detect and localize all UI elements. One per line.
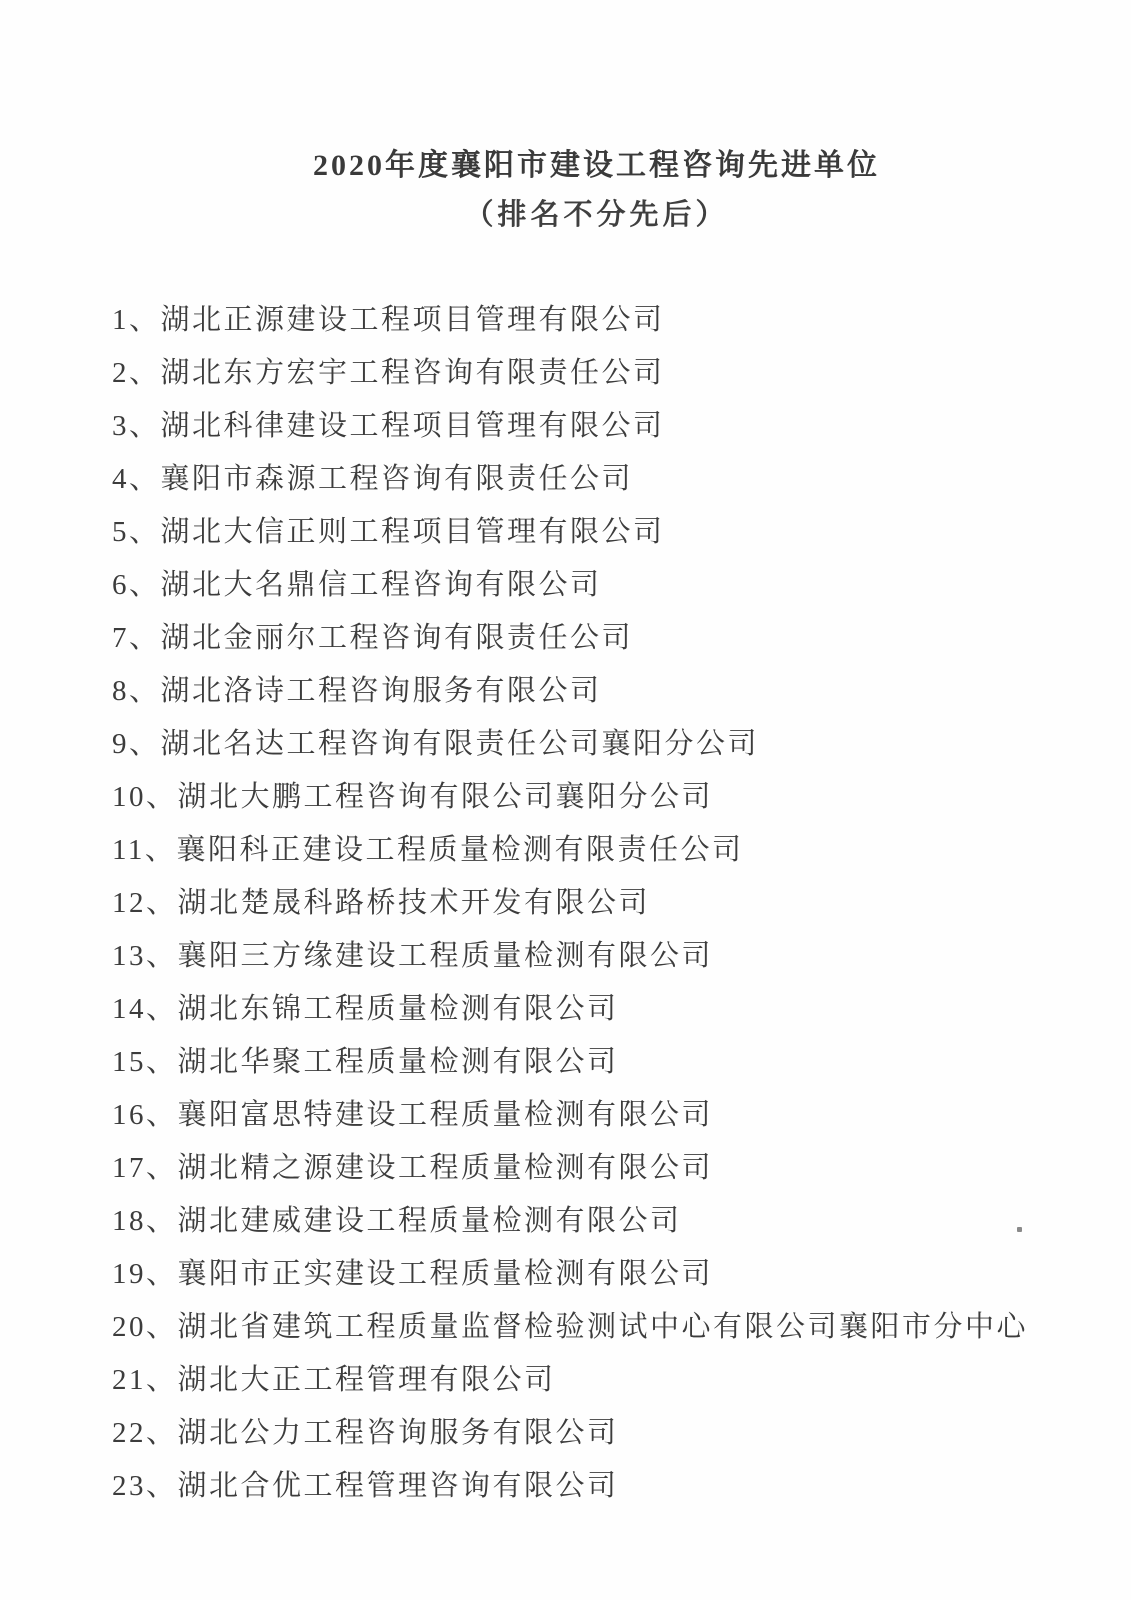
list-item [112,453,1091,506]
item-number: 4、 [112,463,161,495]
list-item [112,506,1091,559]
item-number: 20、 [112,1311,178,1343]
item-number: 6、 [112,569,161,601]
list-item [112,930,1091,983]
item-number: 23、 [112,1470,178,1502]
item-number: 21、 [112,1364,178,1396]
company-name: 襄阳科正建设工程质量检测有限责任公司 [176,834,744,866]
company-name: 湖北楚晟科路桥技术开发有限公司 [177,887,651,919]
scan-speck [1017,1227,1022,1232]
company-name: 湖北名达工程咨询有限责任公司襄阳分公司 [160,728,760,760]
list-item [112,612,1091,665]
list-item [112,877,1091,930]
list-item [112,1460,1091,1513]
company-name: 湖北公力工程咨询服务有限公司 [177,1417,619,1449]
list-item [112,1142,1091,1195]
item-number: 14、 [112,993,178,1025]
company-name: 襄阳三方缘建设工程质量检测有限公司 [177,940,714,972]
item-number: 8、 [112,675,161,707]
item-number: 1、 [112,304,161,336]
item-number: 18、 [112,1205,178,1237]
company-name: 湖北金丽尔工程咨询有限责任公司 [160,622,634,654]
list-item [112,1036,1091,1089]
company-list [112,294,1091,1513]
item-number: 17、 [112,1152,178,1184]
item-number: 5、 [112,516,161,548]
item-number: 19、 [112,1258,178,1290]
company-name: 湖北合优工程管理咨询有限公司 [177,1470,619,1502]
page-subtitle: （排名不分先后） [464,199,729,231]
company-name: 湖北正源建设工程项目管理有限公司 [160,304,665,336]
list-item [112,718,1091,771]
company-name: 襄阳富思特建设工程质量检测有限公司 [177,1099,714,1131]
company-name: 襄阳市森源工程咨询有限责任公司 [160,463,634,495]
company-name: 湖北精之源建设工程质量检测有限公司 [177,1152,714,1184]
company-name: 湖北省建筑工程质量监督检验测试中心有限公司襄阳市分中心 [177,1311,1029,1343]
item-number: 2、 [112,357,161,389]
page-title: 2020年度襄阳市建设工程咨询先进单位 [313,149,880,182]
list-item [112,1301,1091,1354]
company-name: 湖北建威建设工程质量检测有限公司 [177,1205,682,1237]
list-item [112,665,1091,718]
item-number: 13、 [112,940,178,972]
item-number: 12、 [112,887,178,919]
list-item [112,294,1091,347]
list-item [112,1248,1091,1301]
list-item [112,347,1091,400]
company-name: 湖北大正工程管理有限公司 [177,1364,556,1396]
company-name: 湖北东锦工程质量检测有限公司 [177,993,619,1025]
item-number: 9、 [112,728,161,760]
item-number: 3、 [112,410,161,442]
company-name: 湖北东方宏宇工程咨询有限责任公司 [160,357,665,389]
company-name: 湖北大名鼎信工程咨询有限公司 [160,569,602,601]
item-number: 15、 [112,1046,178,1078]
company-name: 湖北大信正则工程项目管理有限公司 [160,516,665,548]
company-name: 湖北华聚工程质量检测有限公司 [177,1046,619,1078]
list-item [112,824,1091,877]
company-name: 湖北科律建设工程项目管理有限公司 [160,410,665,442]
list-item [112,559,1091,612]
company-name: 湖北大鹏工程咨询有限公司襄阳分公司 [177,781,714,813]
heading-block [0,0,1131,232]
list-item [112,1407,1091,1460]
list-item [112,1354,1091,1407]
company-name: 襄阳市正实建设工程质量检测有限公司 [177,1258,714,1290]
item-number: 22、 [112,1417,178,1449]
item-number: 10、 [112,781,178,813]
list-item [112,1195,1091,1248]
list-item [112,400,1091,453]
company-name: 湖北洛诗工程咨询服务有限公司 [160,675,602,707]
item-number: 11、 [112,834,177,866]
list-item [112,983,1091,1036]
item-number: 16、 [112,1099,178,1131]
list-item [112,1089,1091,1142]
list-item [112,771,1091,824]
item-number: 7、 [112,622,161,654]
